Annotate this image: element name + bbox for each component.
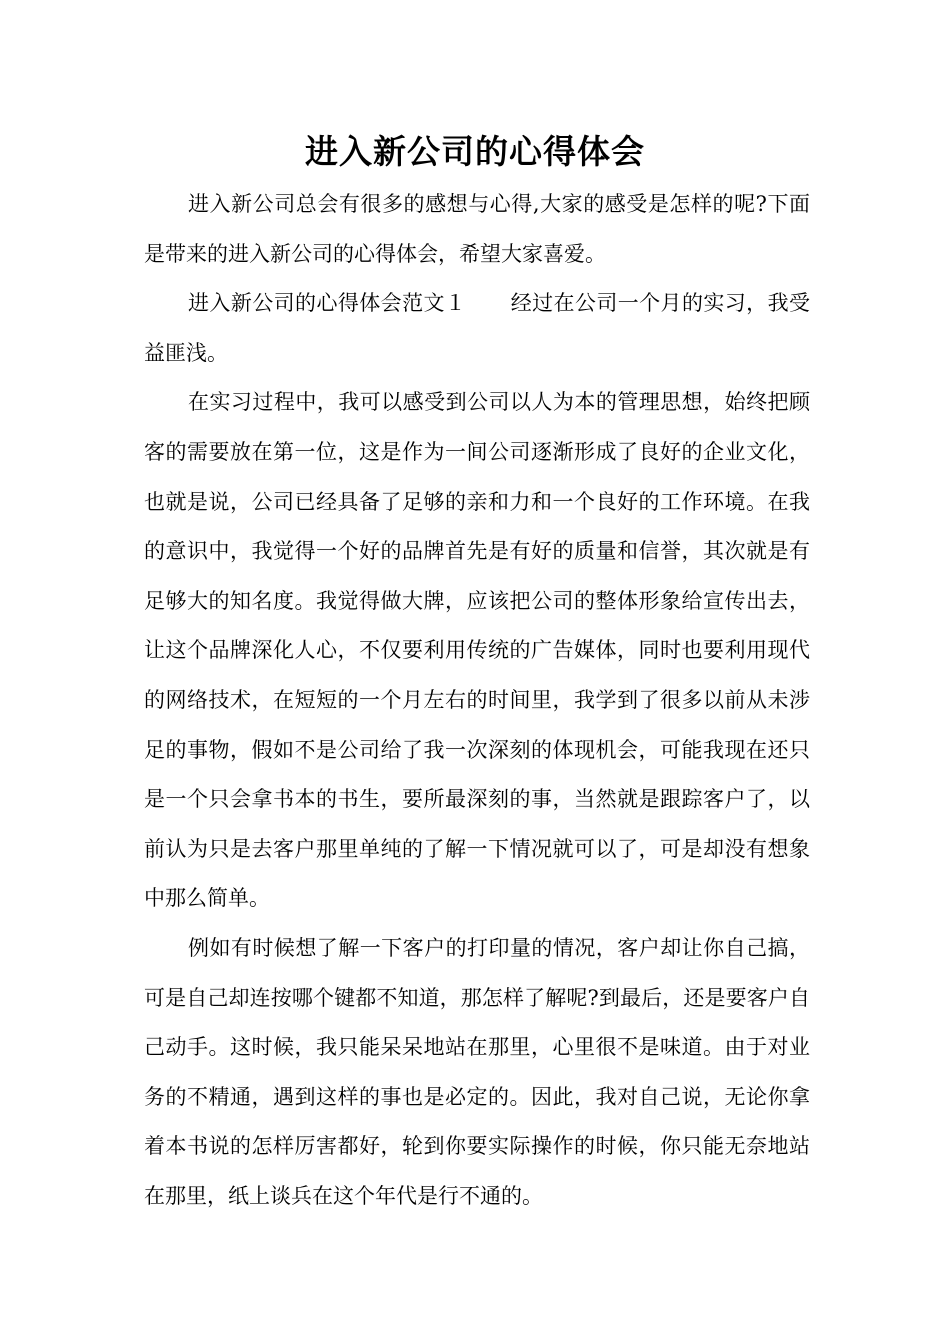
- body-paragraph: 在实习过程中，我可以感受到公司以人为本的管理思想，始终把顾客的需要放在第一位，这是作为一间公司逐渐形成了良好的企业文化，也就是说，公司已经具备了足够的亲和力和一个良好的工作环境。在我的意识中，我觉得一个好的品牌首先是有好的质量和信誉，其次就是有足够大的知名度。我觉得做大牌，应该把公司的整体形象给宣传出去，让这个品牌深化人心，不仅要利用传统的广告媒体，同时也要利用现代的网络技术，在短短的一个月左右的时间里，我学到了很多以前从未涉足的事物，假如不是公司给了我一次深刻的体现机会，可能我现在还只是一个只会拿书本的书生，要所最深刻的事，当然就是跟踪客户了，以前认为只是去客户那里单纯的了解一下情况就可以了，可是却没有想象中那么简单。: [144, 390, 810, 911]
- intro-paragraph: 进入新公司总会有很多的感想与心得,大家的感受是怎样的呢?下面是带来的进入新公司的心得体会，希望大家喜爱。: [144, 192, 810, 266]
- sample-opening-text: 经过在公司一个月的实习，我受益匪浅。: [144, 291, 810, 365]
- body-paragraph: 例如有时候想了解一下客户的打印量的情况，客户却让你自己搞，可是自己却连按哪个键都不知道，那怎样了解呢?到最后，还是要客户自己动手。这时候，我只能呆呆地站在那里，心里很不是味道。由于对业务的不精通，遇到这样的事也是必定的。因此，我对自己说，无论你拿着本书说的怎样厉害都好，轮到你要实际操作的时候，你只能无奈地站在那里，纸上谈兵在这个年代是行不通的。: [144, 935, 810, 1208]
- sample-paragraph: [144, 279, 810, 378]
- document-body: [144, 180, 810, 1221]
- section-heading: 进入新公司的心得体会范文１: [188, 291, 467, 316]
- document-title: 进入新公司的心得体会: [305, 132, 645, 171]
